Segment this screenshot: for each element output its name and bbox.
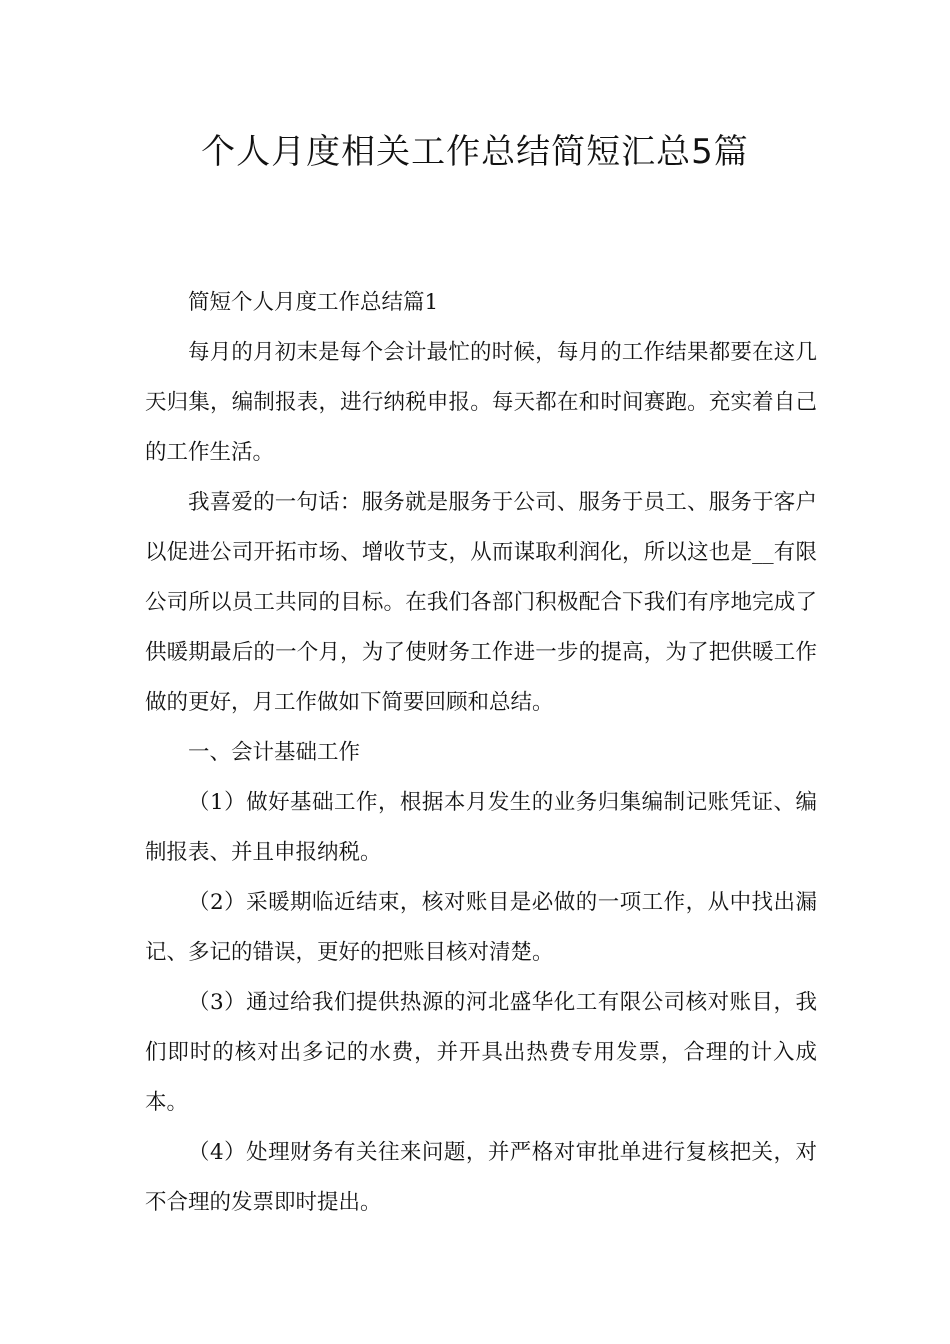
list-item: （4）处理财务有关往来问题，并严格对审批单进行复核把关，对不合理的发票即时提出。 — [145, 1140, 817, 1215]
paragraph: 每月的月初末是每个会计最忙的时候，每月的工作结果都要在这几天归集，编制报表，进行纳税申报。每天都在和时间赛跑。充实着自己的工作生活。 — [145, 340, 817, 465]
document-title: 个人月度相关工作总结简短汇总5篇 — [201, 132, 749, 172]
list-item: （1）做好基础工作，根据本月发生的业务归集编制记账凭证、编制报表、并且申报纳税。 — [145, 790, 817, 865]
list-item: （2）采暖期临近结束，核对账目是必做的一项工作，从中找出漏记、多记的错误，更好的把账目核对清楚。 — [145, 890, 817, 965]
paragraph: 我喜爱的一句话：服务就是服务于公司、服务于员工、服务于客户以促进公司开拓市场、增收节支，从而谋取利润化，所以这也是__有限公司所以员工共同的目标。在我们各部门积极配合下我们有序地完成了供暖期最后的一个月，为了使财务工作进一步的提高，为了把供暖工作做的更好，月工作做如下简要回顾和总结。 — [145, 490, 817, 715]
list-item: （3）通过给我们提供热源的河北盛华化工有限公司核对账目，我们即时的核对出多记的水费，并开具出热费专用发票，合理的计入成本。 — [145, 990, 817, 1115]
document-body — [145, 278, 817, 1228]
section-heading: 简短个人月度工作总结篇1 — [188, 290, 439, 315]
section-heading: 一、会计基础工作 — [188, 740, 361, 765]
